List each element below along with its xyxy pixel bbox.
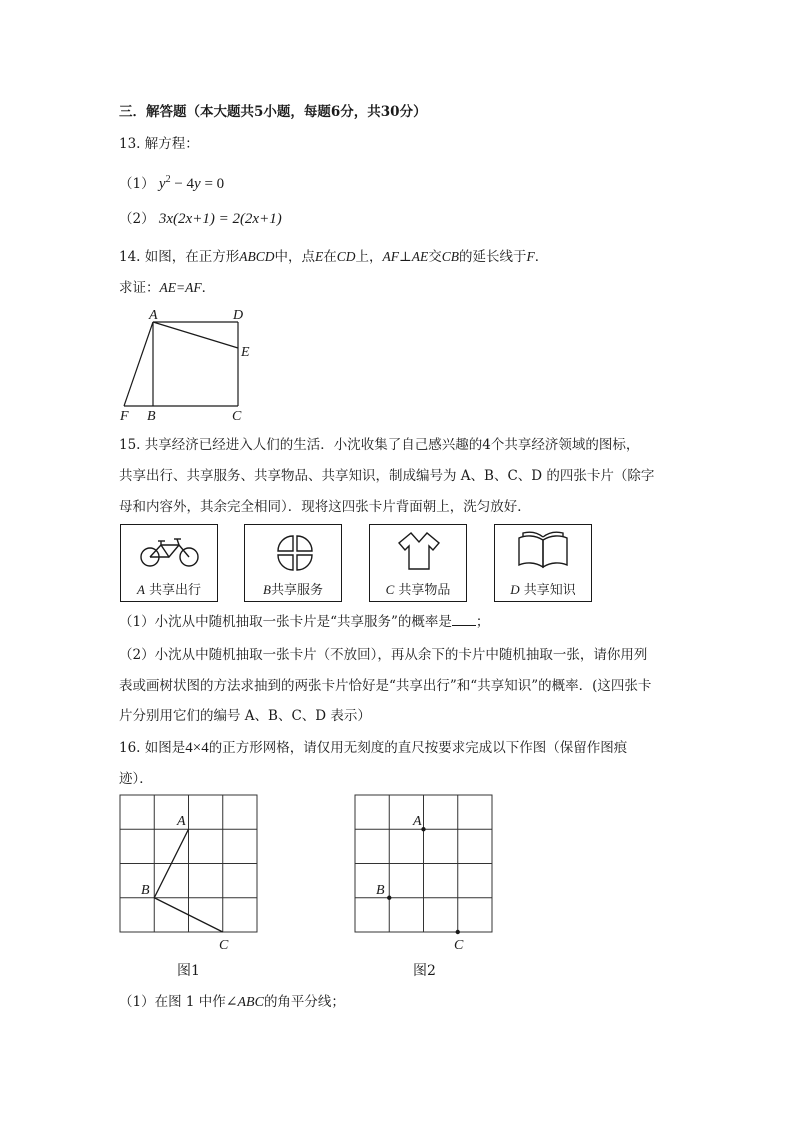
q16-sub1: （1）在图 1 中作∠ABC的角平分线； [119, 994, 345, 1010]
q15-line1: 15. 共享经济已经进入人们的生活．小沈收集了自己感兴趣的4个共享经济领域的图标， [119, 437, 640, 453]
q15-sub2-line2: 表或画树状图的方法求抽到的两张卡片恰好是“共享出行”和“共享知识”的概率．(这四张卡 [119, 678, 652, 694]
q13-part2-label: （2） [119, 211, 155, 227]
q14-label-c: C [232, 409, 242, 424]
card-b-label: B共享服务 [263, 582, 323, 598]
q16-line2: 迹）． [119, 771, 153, 787]
q15-line2: 共享出行、共享服务、共享物品、共享知识，制成编号为 A、B、C、D 的四张卡片（除字 [119, 468, 655, 484]
q14-stem: 14. 如图，在正方形ABCD中，点E在CD上，AF⊥AE交CB的延长线于F． [119, 249, 549, 265]
q14-label-d: D [233, 308, 244, 323]
figure-2-point-b [387, 896, 391, 900]
q13-part1-label: （1） [119, 176, 155, 192]
card-c-label: C 共享物品 [385, 582, 451, 598]
q13-part1-equation: $y^2 - 4y = 0$ [158, 174, 225, 192]
figure-1-caption: 图1 [177, 963, 200, 979]
figure-2-point-c [456, 930, 460, 934]
figure-2-label-c: C [454, 938, 464, 953]
figure-2-label-a: A [413, 814, 422, 829]
q14-label-f: F [120, 409, 129, 424]
q14-label-e: E [241, 345, 250, 360]
q15-line3: 母和内容外，其余完全相同）．现将这四张卡片背面朝上，洗匀放好． [119, 499, 531, 515]
q14-prove: 求证：AE=AF． [119, 280, 216, 296]
q15-sub2-line3: 片分别用它们的编号 A、B、C、D 表示） [119, 708, 371, 724]
figure-2-point-a [421, 827, 425, 831]
card-a-label: A 共享出行 [136, 582, 202, 598]
q14-label-b: B [147, 409, 156, 424]
figure-2-label-b: B [376, 883, 385, 898]
figure-1-label-c: C [219, 938, 229, 953]
q13-stem: 13. 解方程： [119, 136, 199, 152]
figure-2-grid [355, 795, 492, 932]
q15-sub2-line1: （2）小沈从中随机抽取一张卡片（不放回），再从余下的卡片中随机抽取一张，请你用列 [119, 647, 648, 663]
q16-line1: 16. 如图是4×4的正方形网格，请仅用无刻度的直尺按要求完成以下作图（保留作图痕 [119, 740, 628, 756]
section-heading: 三．解答题（本大题共5小题，每题6分，共30分） [119, 104, 427, 120]
q13-part2-equation: 3x(2x+1) = 2(2x+1) [158, 211, 282, 227]
figure-1-label-a: A [177, 814, 186, 829]
q14-label-a: A [149, 308, 158, 323]
card-d-label: D 共享知识 [510, 582, 576, 598]
figure-2-caption: 图2 [413, 963, 436, 979]
q15-sub1: （1）小沈从中随机抽取一张卡片是“共享服务”的概率是 ； [119, 614, 490, 630]
figure-1-label-b: B [141, 883, 150, 898]
